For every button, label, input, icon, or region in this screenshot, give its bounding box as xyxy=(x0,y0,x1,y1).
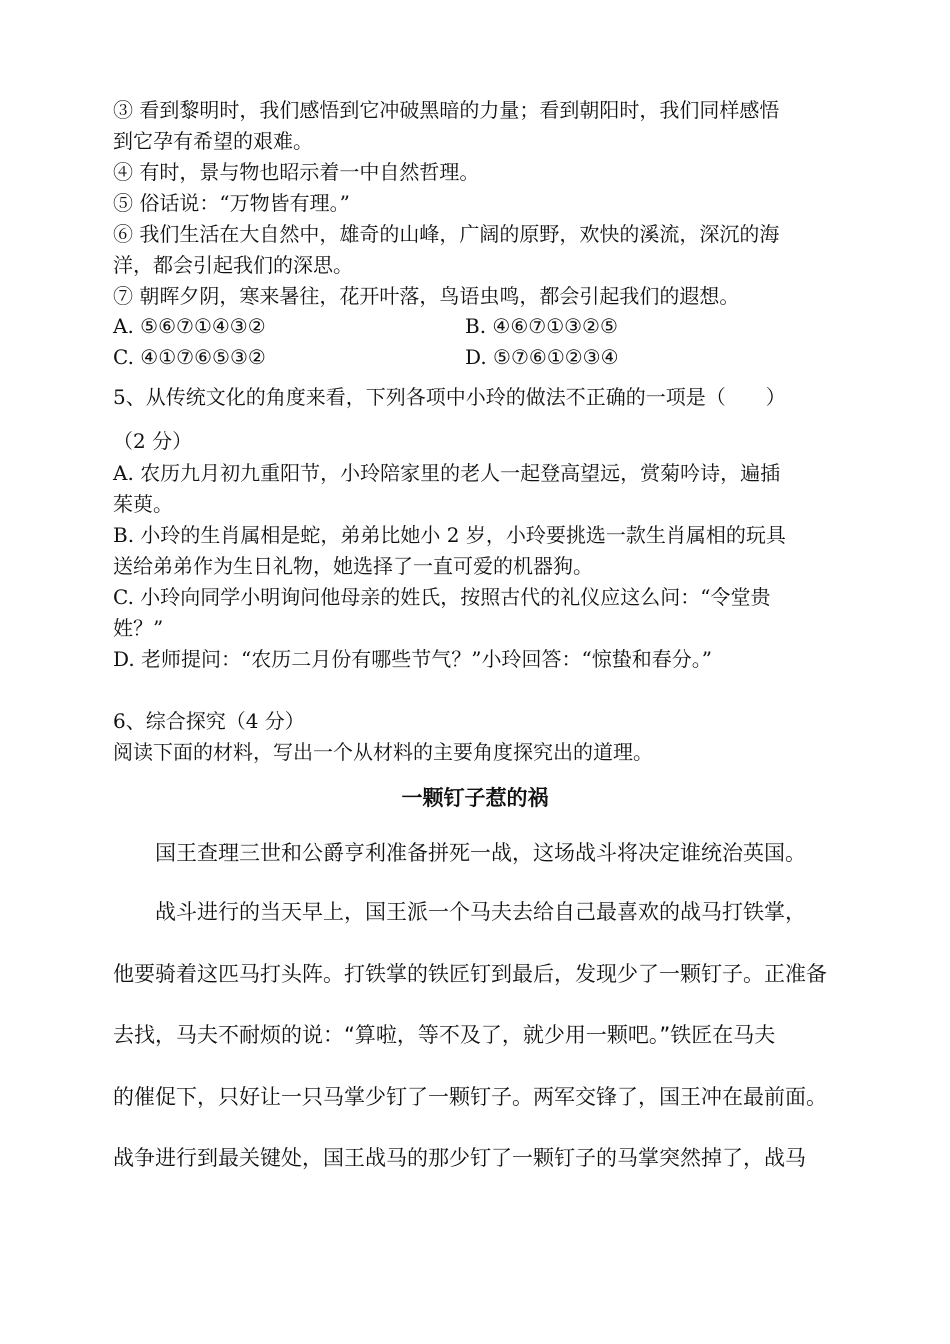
passage-title: 一颗钉子惹的祸 xyxy=(401,786,549,810)
passage-line: 战斗进行的当天早上，国王派一个马夫去给自己最喜欢的战马打铁掌， xyxy=(155,900,806,924)
q4-line: ⑤ 俗话说：“万物皆有理。” xyxy=(113,191,350,215)
q4-option-a: A. ⑤⑥⑦①④③② xyxy=(113,314,266,338)
passage-line: 他要骑着这匹马打头阵。打铁掌的铁匠钉到最后，发现少了一颗钉子。正准备 xyxy=(113,962,827,986)
q5-score: （2 分） xyxy=(113,429,193,453)
passage-line: 去找，马夫不耐烦的说：“算啦，等不及了，就少用一颗吧。”铁匠在马夫 xyxy=(113,1023,776,1047)
q5-line: 送给弟弟作为生日礼物，她选择了一直可爱的机器狗。 xyxy=(113,554,593,578)
q5-line: 茱萸。 xyxy=(113,492,173,516)
q5-stem: 5、从传统文化的角度来看，下列各项中小玲的做法不正确的一项是（ ） xyxy=(113,385,786,409)
q4-line: ③ 看到黎明时，我们感悟到它冲破黑暗的力量；看到朝阳时，我们同样感悟 xyxy=(113,98,780,122)
q4-option-b: B. ④⑥⑦①③②⑤ xyxy=(465,314,618,338)
q6-instruction: 阅读下面的材料，写出一个从材料的主要角度探究出的道理。 xyxy=(113,740,653,764)
q4-option-d: D. ⑤⑦⑥①②③④ xyxy=(465,345,619,369)
q4-line: 洋，都会引起我们的深思。 xyxy=(113,253,353,277)
q4-line: 到它孕有希望的艰难。 xyxy=(113,129,313,153)
q5-line: C. 小玲向同学小明询问他母亲的姓氏，按照古代的礼仪应这么问：“令堂贵 xyxy=(113,585,771,609)
q5-line: B. 小玲的生肖属相是蛇，弟弟比她小 2 岁，小玲要挑选一款生肖属相的玩具 xyxy=(113,523,786,547)
q6-stem: 6、综合探究（4 分） xyxy=(113,709,305,733)
passage-line: 的催促下，只好让一只马掌少钉了一颗钉子。两军交锋了，国王冲在最前面。 xyxy=(113,1085,827,1109)
passage-line: 国王查理三世和公爵亨利准备拼死一战，这场战斗将决定谁统治英国。 xyxy=(155,841,806,865)
q4-option-c: C. ④①⑦⑥⑤③② xyxy=(113,345,266,369)
q4-line: ⑦ 朝晖夕阴，寒来暑往，花开叶落，鸟语虫鸣，都会引起我们的遐想。 xyxy=(113,284,740,308)
q4-line: ④ 有时，景与物也昭示着一中自然哲理。 xyxy=(113,160,480,184)
q5-line: D. 老师提问：“农历二月份有哪些节气？”小玲回答：“惊蛰和春分。” xyxy=(113,647,712,671)
q5-line: 姓？” xyxy=(113,616,164,640)
q5-line: A. 农历九月初九重阳节，小玲陪家里的老人一起登高望远，赏菊吟诗，遍插 xyxy=(113,461,781,485)
passage-line: 战争进行到最关键处，国王战马的那少钉了一颗钉子的马掌突然掉了，战马 xyxy=(113,1146,806,1170)
q4-line: ⑥ 我们生活在大自然中，雄奇的山峰，广阔的原野，欢快的溪流，深沉的海 xyxy=(113,222,780,246)
